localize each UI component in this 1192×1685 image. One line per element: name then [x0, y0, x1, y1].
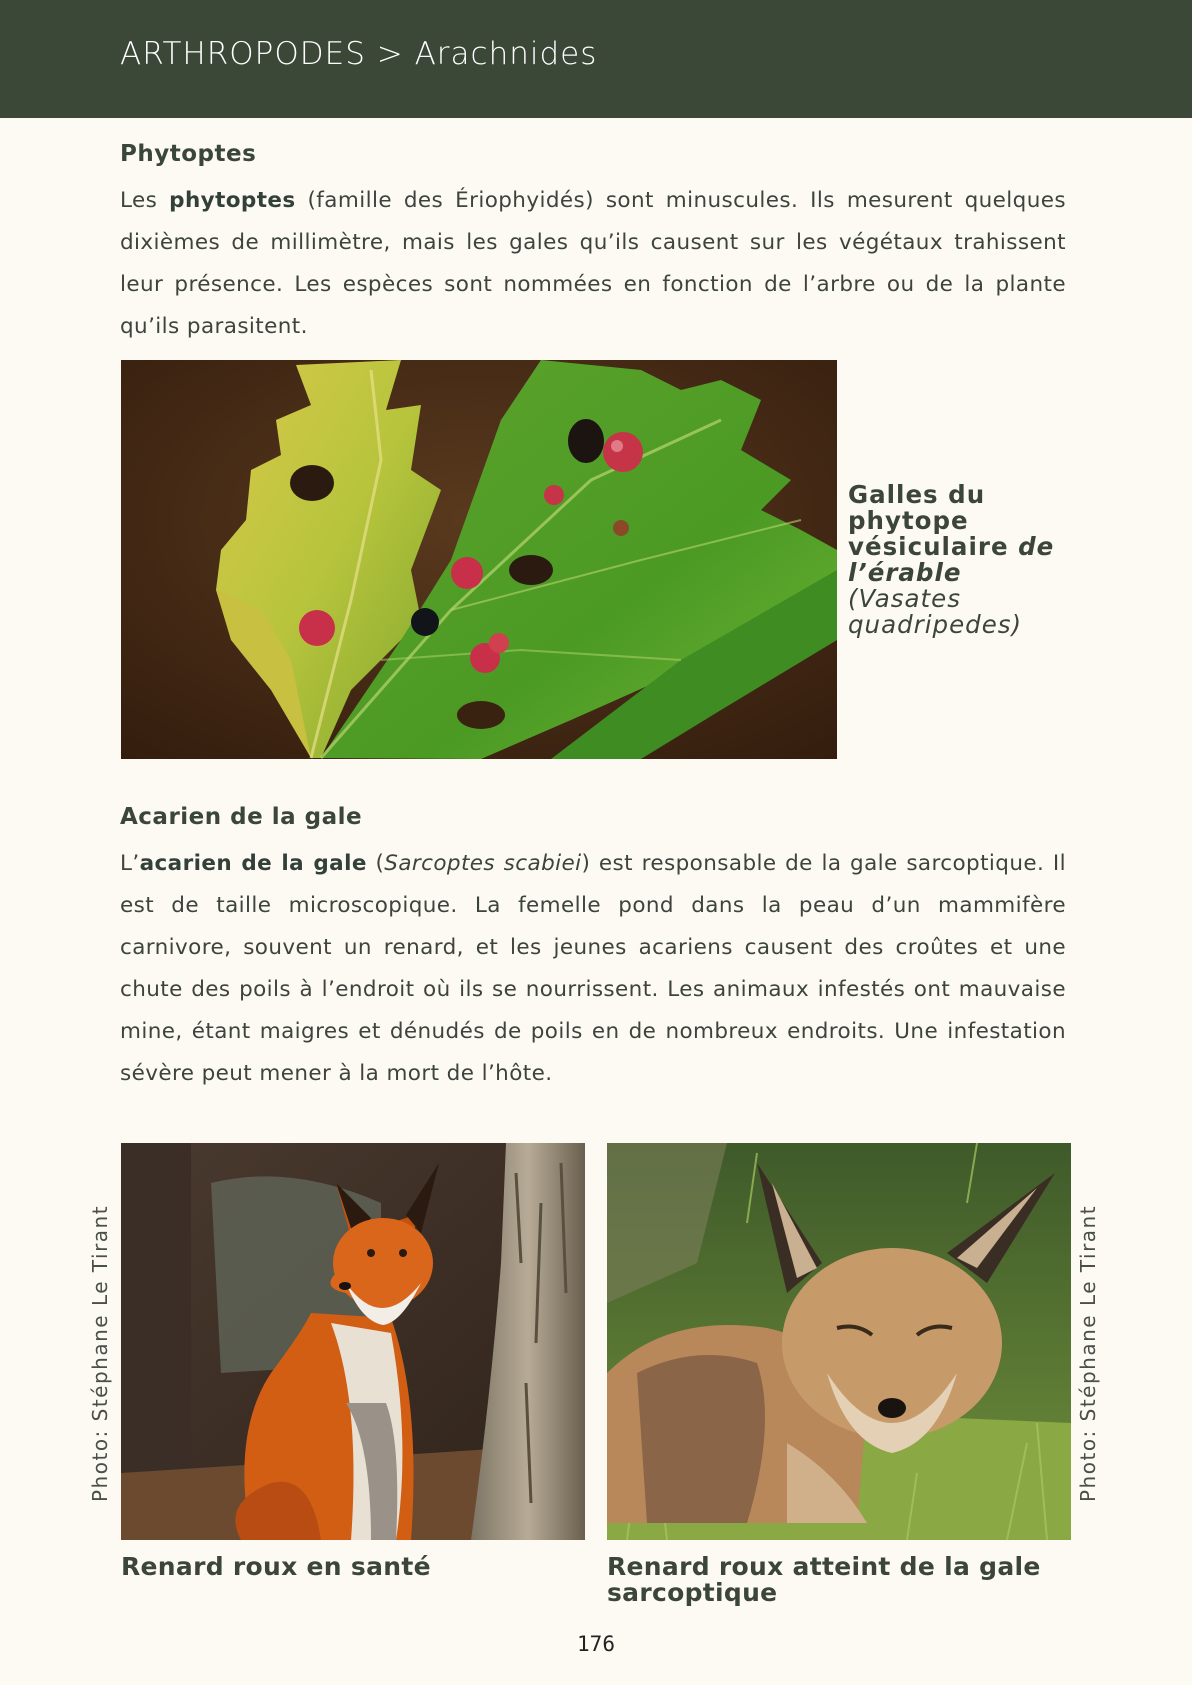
- para-text: ) est responsable de la gale sarcoptique. Il est de taille microscopique. La femelle pond dans la peau d’un mammifère carnivore, souvent un renard, et les jeunes acariens causent des croûtes et une chute des poils à l’endroit où ils se nourrissent. Les animaux infestés ont mauvaise mine, étant maigres et dénudés de poils en de nombreux endroits. Une infestation sévère peut mener à la mort de l’hôte.: [120, 851, 1066, 1086]
- section-title-phytoptes: Phytoptes: [120, 141, 257, 167]
- para-text: L’: [120, 851, 140, 876]
- caption-bold: Galles du phytope vésiculaire: [848, 480, 1019, 561]
- para-text: (: [366, 851, 385, 876]
- para-bold-term: acarien de la gale: [139, 851, 367, 876]
- photo-credit-right: Photo: Stéphane Le Tirant: [1076, 1204, 1100, 1502]
- photo-credit-left: Photo: Stéphane Le Tirant: [88, 1204, 112, 1502]
- breadcrumb: ARTHROPODES > Arachnides: [120, 36, 598, 72]
- para-bold-term: phytoptes: [169, 188, 296, 213]
- leaf-photo-caption: [848, 482, 1078, 638]
- mangy-fox-photo: [607, 1143, 1071, 1540]
- para-italic-term: Sarcoptes scabiei: [384, 851, 582, 876]
- caption-italic: (Vasates quadripedes): [848, 584, 1023, 639]
- healthy-fox-caption: Renard roux en santé: [121, 1552, 431, 1581]
- para-text: (famille des Ériophyidés) sont minuscules. Ils mesurent quelques dixièmes de millimètre, mais les gales qu’ils causent sur les végétaux trahissent leur présence. Les espèces sont nommées en fonction de l’arbre ou de la plante qu’ils parasitent.: [120, 188, 1066, 339]
- caption-bold-italic: de l’érable: [848, 532, 1055, 587]
- para-text: Les: [120, 188, 170, 213]
- leaf-galls-photo: [121, 360, 837, 759]
- page-number: 176: [577, 1632, 615, 1656]
- healthy-fox-photo: [121, 1143, 585, 1540]
- mangy-fox-caption: Renard roux atteint de la gale sarcoptique: [607, 1552, 1041, 1607]
- paragraph-phytoptes: [120, 180, 1066, 348]
- paragraph-acarien: [120, 843, 1066, 1095]
- page-header: [0, 0, 1192, 118]
- section-title-acarien: Acarien de la gale: [120, 804, 363, 830]
